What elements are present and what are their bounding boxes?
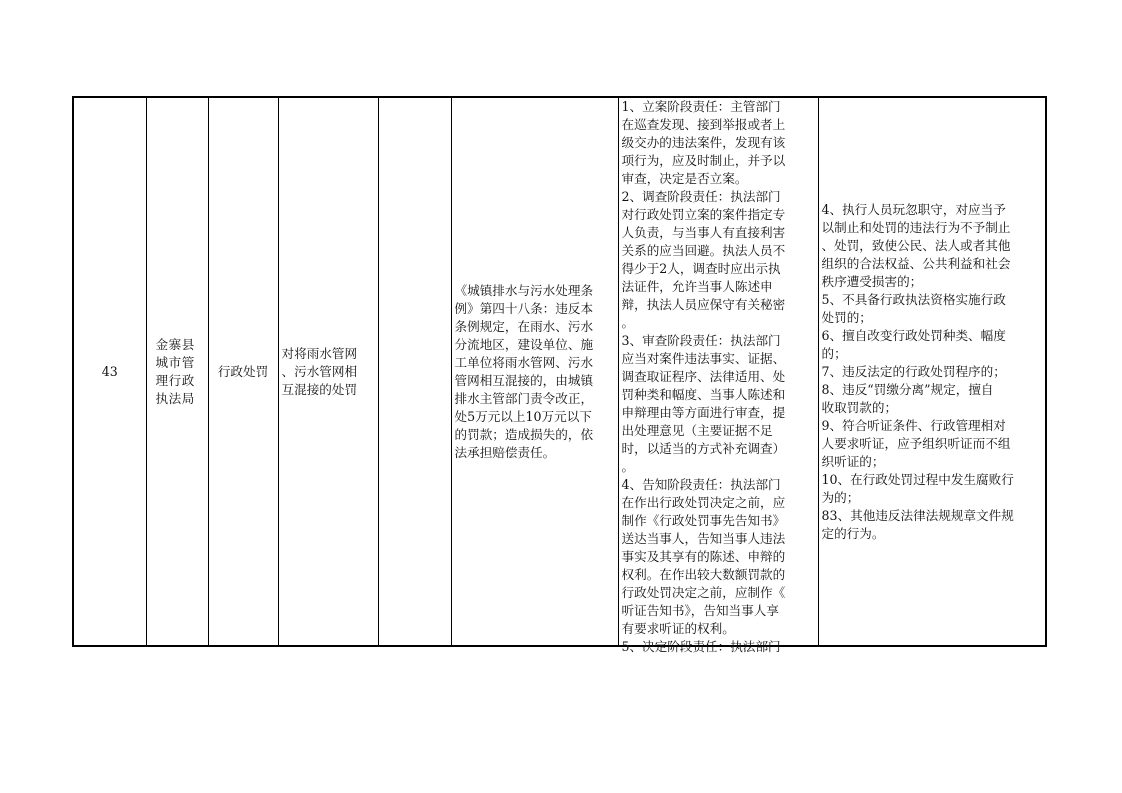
responsibility-line: 调查取证程序、法律适用、处 <box>621 369 786 384</box>
department-line: 金寨县 <box>155 336 195 352</box>
department-line: 城市管 <box>155 354 195 370</box>
legal-basis-cell <box>451 97 618 646</box>
power-list-table <box>72 96 1047 654</box>
responsibility-line: 3、审查阶段责任：执法部门 <box>621 333 781 348</box>
accountability-line: 5、不具备行政执法资格实施行政 <box>821 291 1006 307</box>
responsibility-line: 。 <box>621 315 635 330</box>
item-name-line: 、污水管网相 <box>281 363 358 379</box>
accountability-line: 以制止和处罚的违法行为不予制止 <box>821 219 1011 235</box>
accountability-line: 7、违反法定的行政处罚程序的； <box>821 363 1006 379</box>
department-cell <box>146 97 208 646</box>
responsibility-line: 级交办的违法案件，发现有该 <box>621 135 786 150</box>
responsibility-line: 事实及其享有的陈述、申辩的 <box>621 549 786 564</box>
row-number-cell <box>73 97 146 646</box>
accountability-line: 秩序遭受损害的； <box>821 273 923 289</box>
department-line: 执法局 <box>155 390 195 406</box>
responsibility-line: 出处理意见（主要证据不足 <box>621 423 773 438</box>
accountability-line: 83、其他违反法律法规规章文件规 <box>821 507 1014 523</box>
responsibility-line: 项行为，应及时制止，并予以 <box>621 153 786 168</box>
accountability-line: 10、在行政处罚过程中发生腐败行 <box>821 471 1014 487</box>
legal-basis-line: 排水主管部门责令改正， <box>454 390 594 406</box>
responsibility-line: 辩，执法人员应保守有关秘密 <box>621 297 786 312</box>
responsibility-line: 人负责，与当事人有直接利害 <box>621 225 786 240</box>
legal-basis-line: 《城镇排水与污水处理条 <box>454 282 594 298</box>
responsibility-line: 1、立案阶段责任：主管部门 <box>621 99 781 114</box>
responsibility-line: 法证件，允许当事人陈述申 <box>621 279 773 294</box>
item-name-line: 对将雨水管网 <box>281 345 358 361</box>
responsibility-line: 申辩理由等方面进行审查，提 <box>621 405 786 420</box>
accountability-line: 织听证的； <box>821 453 885 469</box>
item-name-line: 互混接的处罚 <box>281 381 358 397</box>
responsibility-line: 5、决定阶段责任：执法部门 <box>621 639 781 654</box>
responsibility-line: 。 <box>621 459 635 474</box>
responsibility-line: 2、调查阶段责任：执法部门 <box>621 189 781 204</box>
responsibility-line: 权利。在作出较大数额罚款的 <box>621 567 786 582</box>
responsibility-line: 在巡查发现、接到举报或者上 <box>621 117 786 132</box>
responsibility-line: 在作出行政处罚决定之前，应 <box>621 495 786 510</box>
accountability-line: 9、符合听证条件、行政管理相对 <box>821 417 1006 433</box>
accountability-line: 6、擅自改变行政处罚种类、幅度 <box>821 327 1006 343</box>
accountability-line: 4、执行人员玩忽职守，对应当予 <box>821 201 1006 217</box>
responsibility-line: 有要求听证的权利。 <box>621 621 735 636</box>
accountability-line: 为的； <box>821 489 860 505</box>
legal-basis-line: 工单位将雨水管网、污水 <box>454 354 594 370</box>
responsibility-line: 4、告知阶段责任：执法部门 <box>621 477 781 492</box>
responsibility-text <box>621 98 816 654</box>
accountability-line: 人要求听证，应予组织听证而不组 <box>821 435 1011 451</box>
accountability-line: 8、违反“罚缴分离”规定，擅自 <box>821 381 994 397</box>
legal-basis-line: 例》第四十八条：违反本 <box>454 300 594 316</box>
power-type-cell <box>208 97 278 646</box>
accountability-line: 的； <box>821 345 847 361</box>
accountability-line: 定的行为。 <box>821 525 885 541</box>
sub-item-cell <box>378 97 451 646</box>
table-row <box>73 97 1046 646</box>
responsibility-line: 送达当事人，告知当事人违法 <box>621 531 786 546</box>
legal-basis-line: 条例规定，在雨水、污水 <box>454 318 594 334</box>
responsibility-line: 得少于2人，调查时应出示执 <box>621 261 781 276</box>
power-type: 行政处罚 <box>217 363 269 379</box>
accountability-line: 收取罚款的； <box>821 399 898 415</box>
accountability-line: 、处罚，致使公民、法人或者其他 <box>821 237 1011 253</box>
responsibility-line: 制作《行政处罚事先告知书》 <box>621 513 786 528</box>
responsibility-line: 应当对案件违法事实、证据、 <box>621 351 786 366</box>
responsibility-line: 罚种类和幅度、当事人陈述和 <box>621 387 786 402</box>
legal-basis-line: 分流地区，建设单位、施 <box>454 336 594 352</box>
legal-basis-line: 处5万元以上10万元以下 <box>454 408 592 424</box>
accountability-line: 组织的合法权益、公共利益和社会 <box>821 255 1011 271</box>
responsibility-line: 听证告知书》，告知当事人享 <box>621 603 779 618</box>
responsibility-line: 对行政处罚立案的案件指定专 <box>621 207 786 222</box>
responsibility-line: 审查，决定是否立案。 <box>621 171 748 186</box>
responsibility-cell <box>618 97 818 654</box>
item-name-cell <box>278 97 378 646</box>
department-line: 理行政 <box>155 372 195 388</box>
accountability-cell <box>818 97 1046 646</box>
legal-basis-line: 的罚款；造成损失的，依 <box>454 426 594 442</box>
responsibility-line: 时，以适当的方式补充调查） <box>621 441 786 456</box>
legal-basis-line: 法承担赔偿责任。 <box>454 444 556 460</box>
legal-basis-line: 管网相互混接的，由城镇 <box>454 372 594 388</box>
responsibility-line: 行政处罚决定之前，应制作《 <box>621 585 786 600</box>
accountability-line: 处罚的； <box>821 309 872 325</box>
responsibility-line: 关系的应当回避。执法人员不 <box>621 243 786 258</box>
row-number: 43 <box>101 363 118 379</box>
